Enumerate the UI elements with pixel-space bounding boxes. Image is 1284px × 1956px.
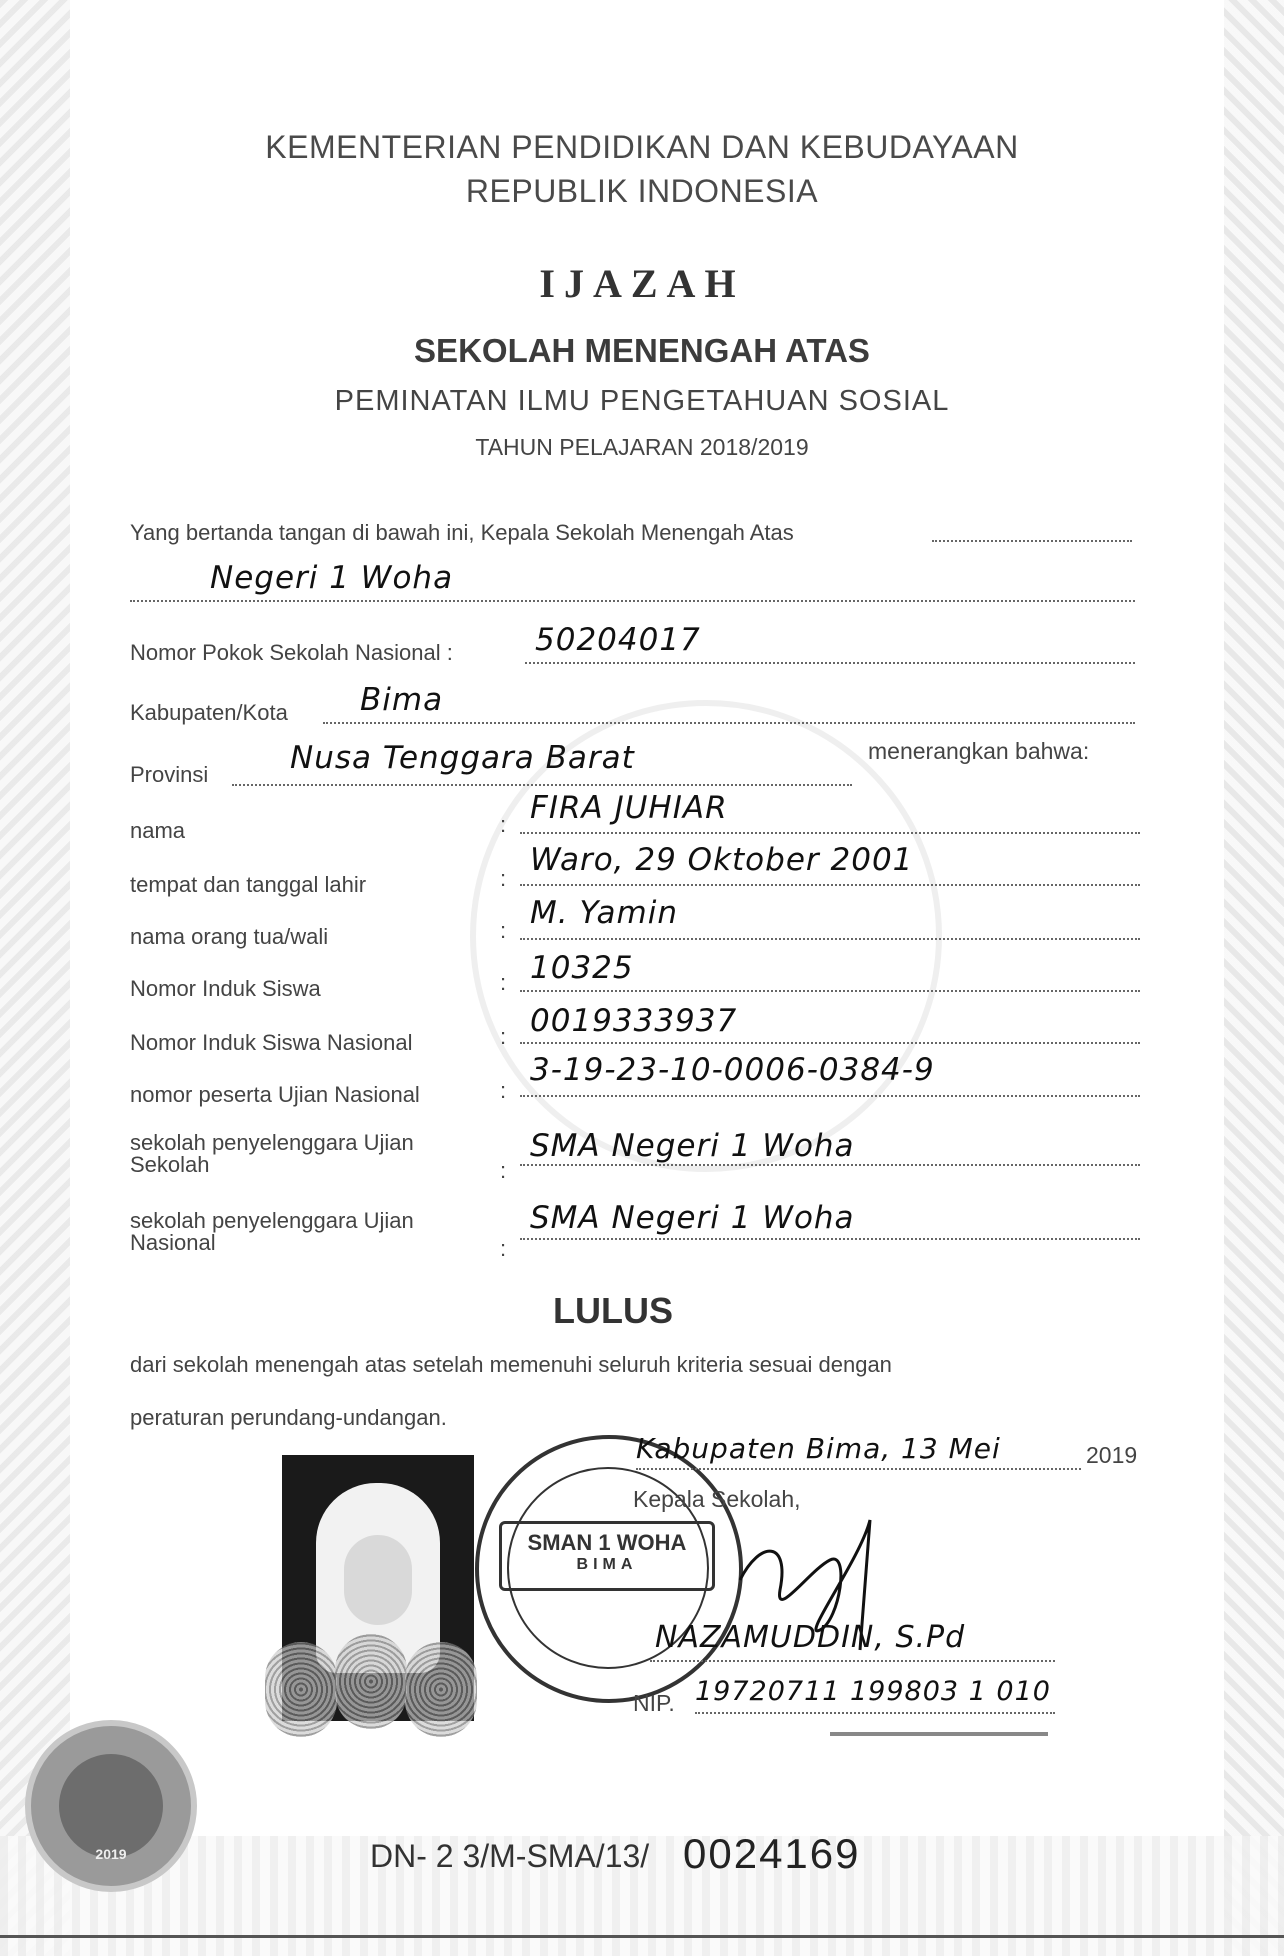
student-value: FIRA JUHIAR [530, 790, 728, 826]
un-school-value: SMA Negeri 1 Woha [530, 1200, 855, 1236]
dotted-line [520, 990, 1140, 992]
student-label: nama orang tua/wali [130, 924, 329, 949]
kabupaten-value: Bima [360, 682, 444, 718]
result-text-line-2: peraturan perundang-undangan. [130, 1405, 447, 1430]
provinsi-value: Nusa Tenggara Barat [290, 740, 635, 776]
dotted-line [520, 832, 1140, 834]
student-label: Nomor Induk Siswa Nasional [130, 1030, 413, 1055]
dotted-line [130, 600, 1135, 602]
tut-wuri-handayani-emblem [25, 1720, 197, 1892]
dotted-line [520, 1238, 1140, 1240]
dotted-line [636, 1468, 1081, 1470]
student-value: Waro, 29 Oktober 2001 [530, 842, 914, 878]
stamp-school-name: SMAN 1 WOHA [527, 1530, 687, 1555]
ministry-line-1: KEMENTERIAN PENDIDIKAN DAN KEBUDAYAAN [265, 129, 1019, 165]
student-value: 10325 [530, 950, 634, 986]
un-school-label: sekolah penyelenggara Ujian Nasional [130, 1208, 414, 1255]
student-label: nama [130, 818, 186, 843]
student-label: tempat dan tanggal lahir [130, 872, 367, 897]
student-value: 3-19-23-10-0006-0384-9 [530, 1052, 935, 1088]
dotted-line [520, 938, 1140, 940]
fingerprint [335, 1634, 407, 1729]
bottom-edge-line [0, 1935, 1284, 1938]
serial-prefix: DN- 2 3/M-SMA/13/ [370, 1838, 650, 1874]
student-label: nomor peserta Ujian Nasional [130, 1082, 420, 1107]
dotted-line [520, 1164, 1140, 1166]
school-type: SEKOLAH MENENGAH ATAS [414, 332, 870, 369]
dotted-line [520, 1095, 1140, 1097]
result-text-line-1: dari sekolah menengah atas setelah memenuhi seluruh kriteria sesuai dengan [130, 1352, 892, 1377]
menerangkan-text: menerangkan bahwa: [868, 738, 1090, 764]
nip-label: NIP. [633, 1690, 675, 1716]
dotted-line [525, 662, 1135, 664]
student-label: Nomor Induk Siswa [130, 976, 321, 1001]
dotted-line [932, 540, 1132, 542]
us-school-value: SMA Negeri 1 Woha [530, 1128, 855, 1164]
sign-place-date: Kabupaten Bima, 13 Mei [636, 1432, 1001, 1465]
dotted-line [323, 722, 1135, 724]
sign-role: Kepala Sekolah, [633, 1486, 801, 1512]
dotted-line [520, 884, 1140, 886]
dotted-line [695, 1712, 1055, 1714]
school-name-value: Negeri 1 Woha [210, 560, 454, 596]
us-school-label: sekolah penyelenggara Ujian Sekolah [130, 1130, 414, 1177]
result-status: LULUS [553, 1290, 673, 1331]
peminatan: PEMINATAN ILMU PENGETAHUAN SOSIAL [334, 385, 950, 417]
dotted-line [232, 784, 852, 786]
school-stamp [475, 1435, 743, 1703]
kabupaten-label: Kabupaten/Kota [130, 700, 288, 725]
student-value: M. Yamin [530, 895, 678, 931]
fingerprints [255, 1630, 485, 1745]
stamp-city: BIMA [576, 1556, 638, 1573]
npsn-label: Nomor Pokok Sekolah Nasional : [130, 640, 453, 665]
intro-statement: Yang bertanda tangan di bawah ini, Kepala Sekolah Menengah Atas [130, 520, 794, 545]
provinsi-label: Provinsi [130, 762, 209, 787]
student-value: 0019333937 [530, 1003, 738, 1039]
signature-underline [830, 1732, 1048, 1736]
dotted-line [520, 1042, 1140, 1044]
nip-value: 19720711 199803 1 010 [695, 1676, 1051, 1707]
academic-year: TAHUN PELAJARAN 2018/2019 [475, 434, 809, 460]
fingerprint [405, 1642, 477, 1737]
principal-name: NAZAMUDDIN, S.Pd [655, 1620, 966, 1655]
npsn-value: 50204017 [535, 622, 701, 658]
fingerprint [265, 1642, 337, 1737]
ministry-heading [0, 125, 1284, 213]
document-title: IJAZAH [539, 261, 745, 306]
dotted-line [650, 1660, 1055, 1662]
sign-year: 2019 [1086, 1442, 1138, 1468]
ministry-line-2: REPUBLIK INDONESIA [465, 173, 819, 209]
emblem-year: 2019 [95, 1846, 127, 1862]
serial-number: 0024169 [683, 1830, 861, 1877]
